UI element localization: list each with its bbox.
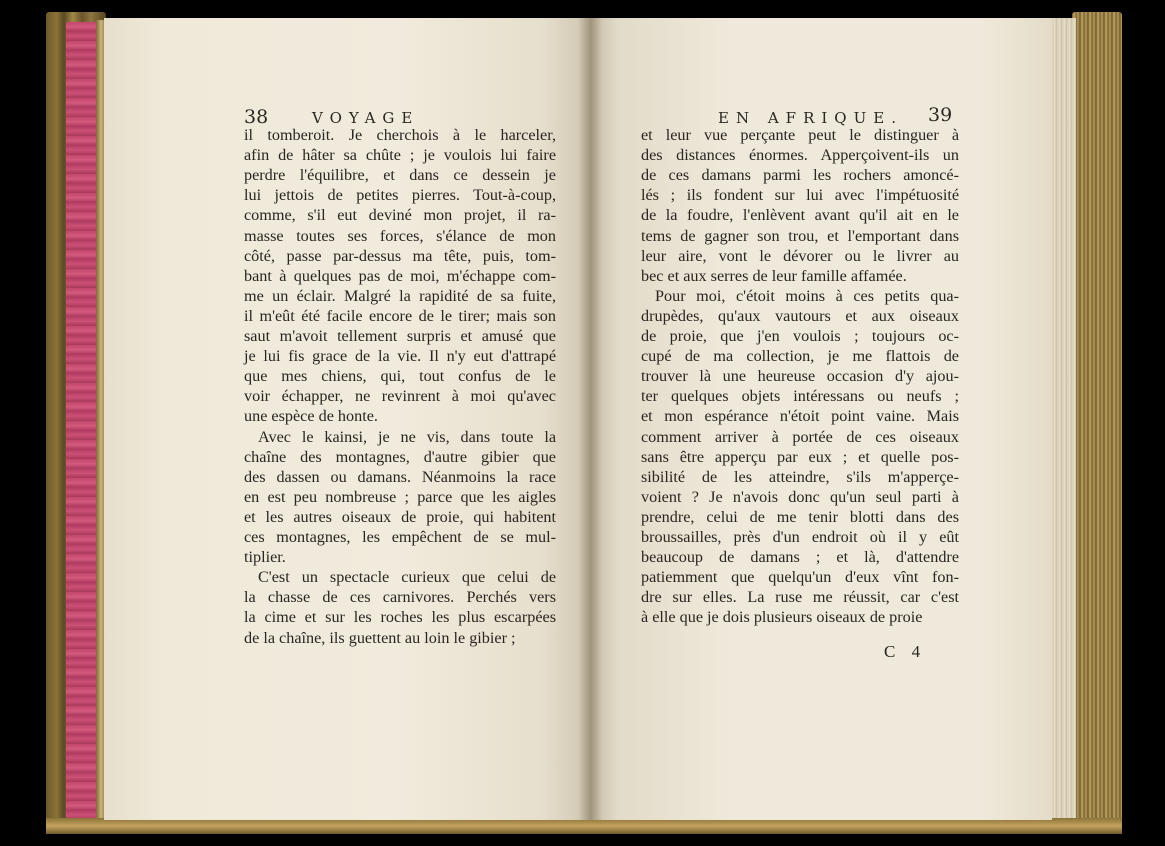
- text-line: ces montagnes, les empêchent de se mul-: [244, 528, 556, 546]
- text-line: leur aire, vont le dévorer ou le livrer au: [641, 246, 959, 265]
- left-running-head: VOYAGE: [312, 109, 420, 127]
- text-line: lui jettois de petites pierres. Tout-à-coup,: [244, 186, 556, 205]
- text-line: broussailles, près d'un endroit où il y eût: [641, 528, 959, 546]
- text-line: tiplier.: [244, 548, 286, 567]
- text-line: tems de gagner son trou, et l'emportant dans: [641, 226, 959, 245]
- right-running-head: EN AFRIQUE.: [718, 109, 903, 127]
- text-line: beaucoup de damans ; et là, d'attendre: [641, 548, 959, 567]
- bottom-cover-edge: [46, 818, 1122, 834]
- marbled-edge: [66, 22, 96, 822]
- text-line: la chasse de ces carnivores. Perchés vers: [244, 588, 556, 607]
- text-line: patiemment que quelqu'un d'eux vînt fon-: [641, 568, 959, 587]
- text-line: il m'eût été facile encore de le tirer; mais son: [244, 306, 556, 325]
- text-line: je lui fis grace de la vie. Il n'y eut d'attrapé: [244, 347, 556, 366]
- text-line: et leur vue perçante peut le distinguer à: [641, 126, 959, 144]
- text-line: bant à quelques pas de moi, m'échappe com-: [244, 266, 556, 285]
- text-line: saut m'avoit tellement surpris et amusé que: [244, 327, 556, 345]
- text-line: sans être apperçu par eux ; et quelle pos-: [641, 447, 959, 466]
- text-line: Avec le kainsi, je ne vis, dans toute la: [258, 427, 556, 446]
- text-line: de ces damans parmi les rochers amoncé-: [641, 166, 959, 185]
- text-line: trouver là une heureuse occasion d'y ajou-: [641, 367, 959, 386]
- text-line: en est peu nombreuse ; parce que les aigles: [244, 487, 556, 506]
- text-line: voir échapper, ne revinrent à moi qu'avec: [244, 387, 556, 406]
- text-line: il tomberoit. Je cherchois à le harceler,: [244, 126, 556, 144]
- text-line: côté, passe par-dessus ma tête, puis, tom-: [244, 246, 556, 265]
- text-line: ter quelques objets intéressans ou neufs ;: [641, 387, 959, 406]
- text-line: de la chaîne, ils guettent au loin le gibier ;: [244, 628, 516, 647]
- text-line: lés ; ils fondent sur lui avec l'impétuosité: [641, 186, 959, 205]
- book-gutter: [578, 18, 602, 820]
- signature-mark: C 4: [884, 642, 927, 661]
- text-line: afin de hâter sa chûte ; je voulois lui faire: [244, 146, 556, 165]
- text-line: voient ? Je n'avois donc qu'un seul parti à: [641, 487, 959, 506]
- text-line: cupé de ma collection, je me flattois de: [641, 347, 959, 366]
- right-page-number: 39: [928, 104, 953, 126]
- text-line: la cime et sur les roches les plus escarpées: [244, 608, 556, 627]
- text-line: bec et aux serres de leur famille affamée.: [641, 266, 907, 285]
- text-line: sibilité de les atteindre, s'ils m'apperçe-: [641, 467, 959, 486]
- text-line: masse toutes ses forces, s'élance de mon: [244, 226, 556, 245]
- text-line: perdre l'équilibre, et dans ce dessein je: [244, 166, 556, 185]
- text-line: une espèce de honte.: [244, 407, 378, 426]
- text-line: et les autres oiseaux de proie, qui habitent: [244, 507, 556, 526]
- text-line: que mes chiens, qui, tout confus de le: [244, 367, 556, 386]
- text-line: et mon espérance n'étoit point vaine. Mais: [641, 407, 959, 426]
- text-line: prendre, celui de me tenir blotti dans des: [641, 507, 959, 526]
- page-block-edge: [1048, 18, 1076, 830]
- text-line: drupèdes, qu'aux vautours et aux oiseaux: [641, 306, 959, 325]
- text-line: comme, s'il eut deviné mon projet, il ra-: [244, 206, 556, 225]
- left-page-number: 38: [244, 106, 269, 128]
- text-line: C'est un spectacle curieux que celui de: [258, 568, 556, 587]
- text-line: me un éclair. Malgré la rapidité de sa fuite,: [244, 286, 556, 305]
- text-line: Pour moi, c'étoit moins à ces petits qua-: [655, 286, 959, 305]
- text-line: dre sur elles. La ruse me réussit, car c'est: [641, 588, 959, 607]
- text-line: chaîne des montagnes, d'autre gibier que: [244, 447, 556, 466]
- text-line: des distances énormes. Apperçoivent-ils un: [641, 146, 959, 165]
- text-line: à elle que je dois plusieurs oiseaux de proie: [641, 608, 923, 627]
- text-line: comment arriver à portée de ces oiseaux: [641, 427, 959, 446]
- text-line: de la foudre, l'enlèvent avant qu'il ait en le: [641, 206, 959, 225]
- text-line: des dassen ou damans. Néanmoins la race: [244, 467, 556, 486]
- right-cover-edge: [1072, 12, 1122, 834]
- text-line: de proie, que j'en voulois ; toujours oc-: [641, 327, 959, 345]
